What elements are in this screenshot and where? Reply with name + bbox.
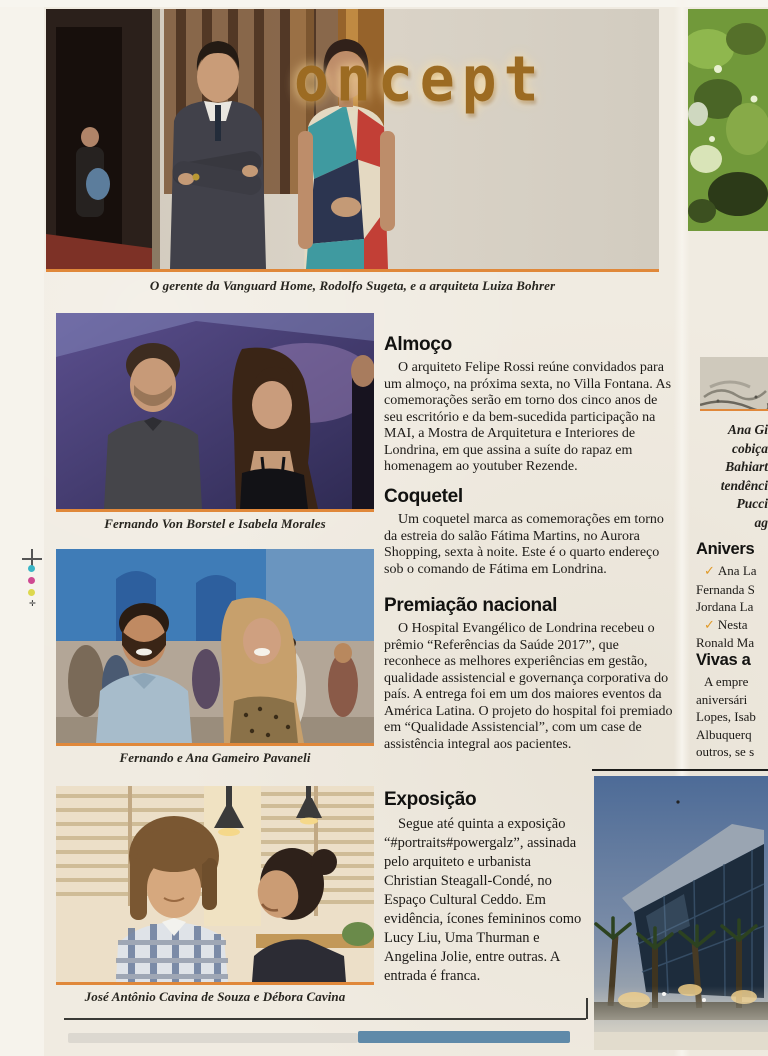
- paragraph-line: outros, se s: [696, 744, 755, 759]
- event-photo-2: [56, 549, 374, 746]
- list-item-text: Nesta: [717, 616, 748, 632]
- article-body-almoco: O arquiteto Felipe Rossi reúne convidados para um almoço, na próxima sexta, no Villa Fontana. As comemorações serão em torno dos cinco anos de seu escritório e da bem-sucedida participação na MAI, a Mostra de Arquitetura e Interiores de Londrina, em que assina a suíte do rapaz em homenagem ao youtuber Rezende.: [384, 360, 672, 474]
- paragraph-line: A empre: [704, 674, 749, 689]
- scan-top-margin: [0, 0, 768, 7]
- article-title-coquetel: Coquetel: [384, 486, 463, 507]
- article-title-almoco: Almoço: [384, 334, 452, 355]
- cutoff-caption: [690, 421, 768, 532]
- list-item: [696, 581, 768, 599]
- article-title-premiacao: Premiação nacional: [384, 595, 558, 616]
- column-end-rule: [586, 998, 588, 1019]
- cmyk-dot-cyan: [28, 565, 35, 572]
- cmyk-dot-black: ✛: [29, 599, 36, 608]
- article-exposicao: [384, 789, 584, 986]
- cutoff-caption-line: Bahiart: [725, 459, 768, 474]
- photo1-caption: Fernando Von Borstel e Isabela Morales: [104, 516, 326, 531]
- cutoff-caption-line: Ana Gi: [727, 422, 768, 437]
- article-coquetel: [384, 486, 676, 578]
- cutoff-caption-line: tendênci: [720, 477, 768, 493]
- article-premiacao: [384, 595, 676, 753]
- foliage-photo-fragment: [688, 9, 768, 231]
- check-icon: ✓: [704, 617, 715, 633]
- article-title-exposicao: Exposição: [384, 789, 477, 810]
- list-item: [696, 634, 768, 652]
- article-body-premiacao: O Hospital Evangélico de Londrina recebeu o prêmio “Referências da Saúde 2017”, que reconhece as melhores experiências em gestão, qualidade assistencial e governança corporativa do país. A entrega foi em um dos maiores eventos da América Latina. O projeto do hospital foi premiado em “Qualidade Assistencial”, com um case de assistência integral aos pacientes.: [384, 621, 673, 752]
- photo2-caption: Fernando e Ana Gameiro Pavaneli: [119, 750, 311, 765]
- scan-left-margin: [0, 0, 44, 1056]
- list-item-text: Fernanda S: [696, 581, 755, 597]
- ink-bleed-band: [68, 1033, 358, 1043]
- list-item-text: Jordana La: [696, 599, 754, 614]
- building-photo: [594, 776, 768, 1050]
- cutoff-caption-line: Pucci: [736, 496, 768, 511]
- main-photo: [46, 9, 659, 272]
- article-body-exposicao: Segue até quinta a exposição “#portraits#powergalz”, assinada pelo arquiteto e urbanista Christian Steagall-Condé, no Espaço Cultural Ceddo. Em evidência, ícones femininos como Lucy Liu, Uma Thurman e Angelina Jolie, entre outras. A entrada é franca.: [384, 816, 582, 984]
- concept-sign-text: oncept: [294, 42, 546, 116]
- list-item-text: Ana La: [717, 563, 757, 578]
- list-item-text: Ronald Ma: [696, 635, 755, 650]
- bottom-column-rule: [64, 1018, 586, 1020]
- cutoff-photo-fragment: [700, 357, 768, 411]
- section-aniversario: [696, 540, 768, 652]
- cmyk-dot-magenta: [28, 577, 35, 584]
- section-vivas: [696, 651, 768, 761]
- event-photo-1: [56, 313, 374, 512]
- cutoff-caption-line: cobiça: [732, 440, 768, 456]
- cutoff-caption-line: ag: [754, 514, 768, 530]
- ink-bleed-band-blue: [358, 1031, 570, 1043]
- article-body-coquetel: Um coquetel marca as comemorações em torno da estreia do salão Fátima Martins, no Aurora Shopping, sexta à noite. Este é o quarto endereço sob o comando de Fátima em Londrina.: [384, 512, 664, 577]
- photo3-caption: José Antônio Cavina de Souza e Débora Cavina: [84, 989, 346, 1004]
- article-almoco: [384, 334, 676, 476]
- paragraph-line: Lopes, Isab: [696, 709, 756, 724]
- section-vivas-title: Vivas a: [696, 651, 751, 669]
- list-item: [696, 562, 768, 581]
- event-photo-3: [56, 786, 374, 985]
- section-aniversario-title: Anivers: [696, 540, 755, 558]
- paragraph-line: aniversári: [696, 691, 748, 707]
- check-icon: ✓: [704, 564, 715, 579]
- article-divider-rule: [592, 769, 768, 771]
- cmyk-dot-yellow: [28, 589, 35, 596]
- main-photo-caption: O gerente da Vanguard Home, Rodolfo Sugeta, e a arquiteta Luiza Bohrer: [149, 278, 556, 293]
- list-item: [696, 598, 768, 616]
- paragraph-line: Albuquerq: [696, 726, 752, 742]
- list-item: [696, 616, 768, 635]
